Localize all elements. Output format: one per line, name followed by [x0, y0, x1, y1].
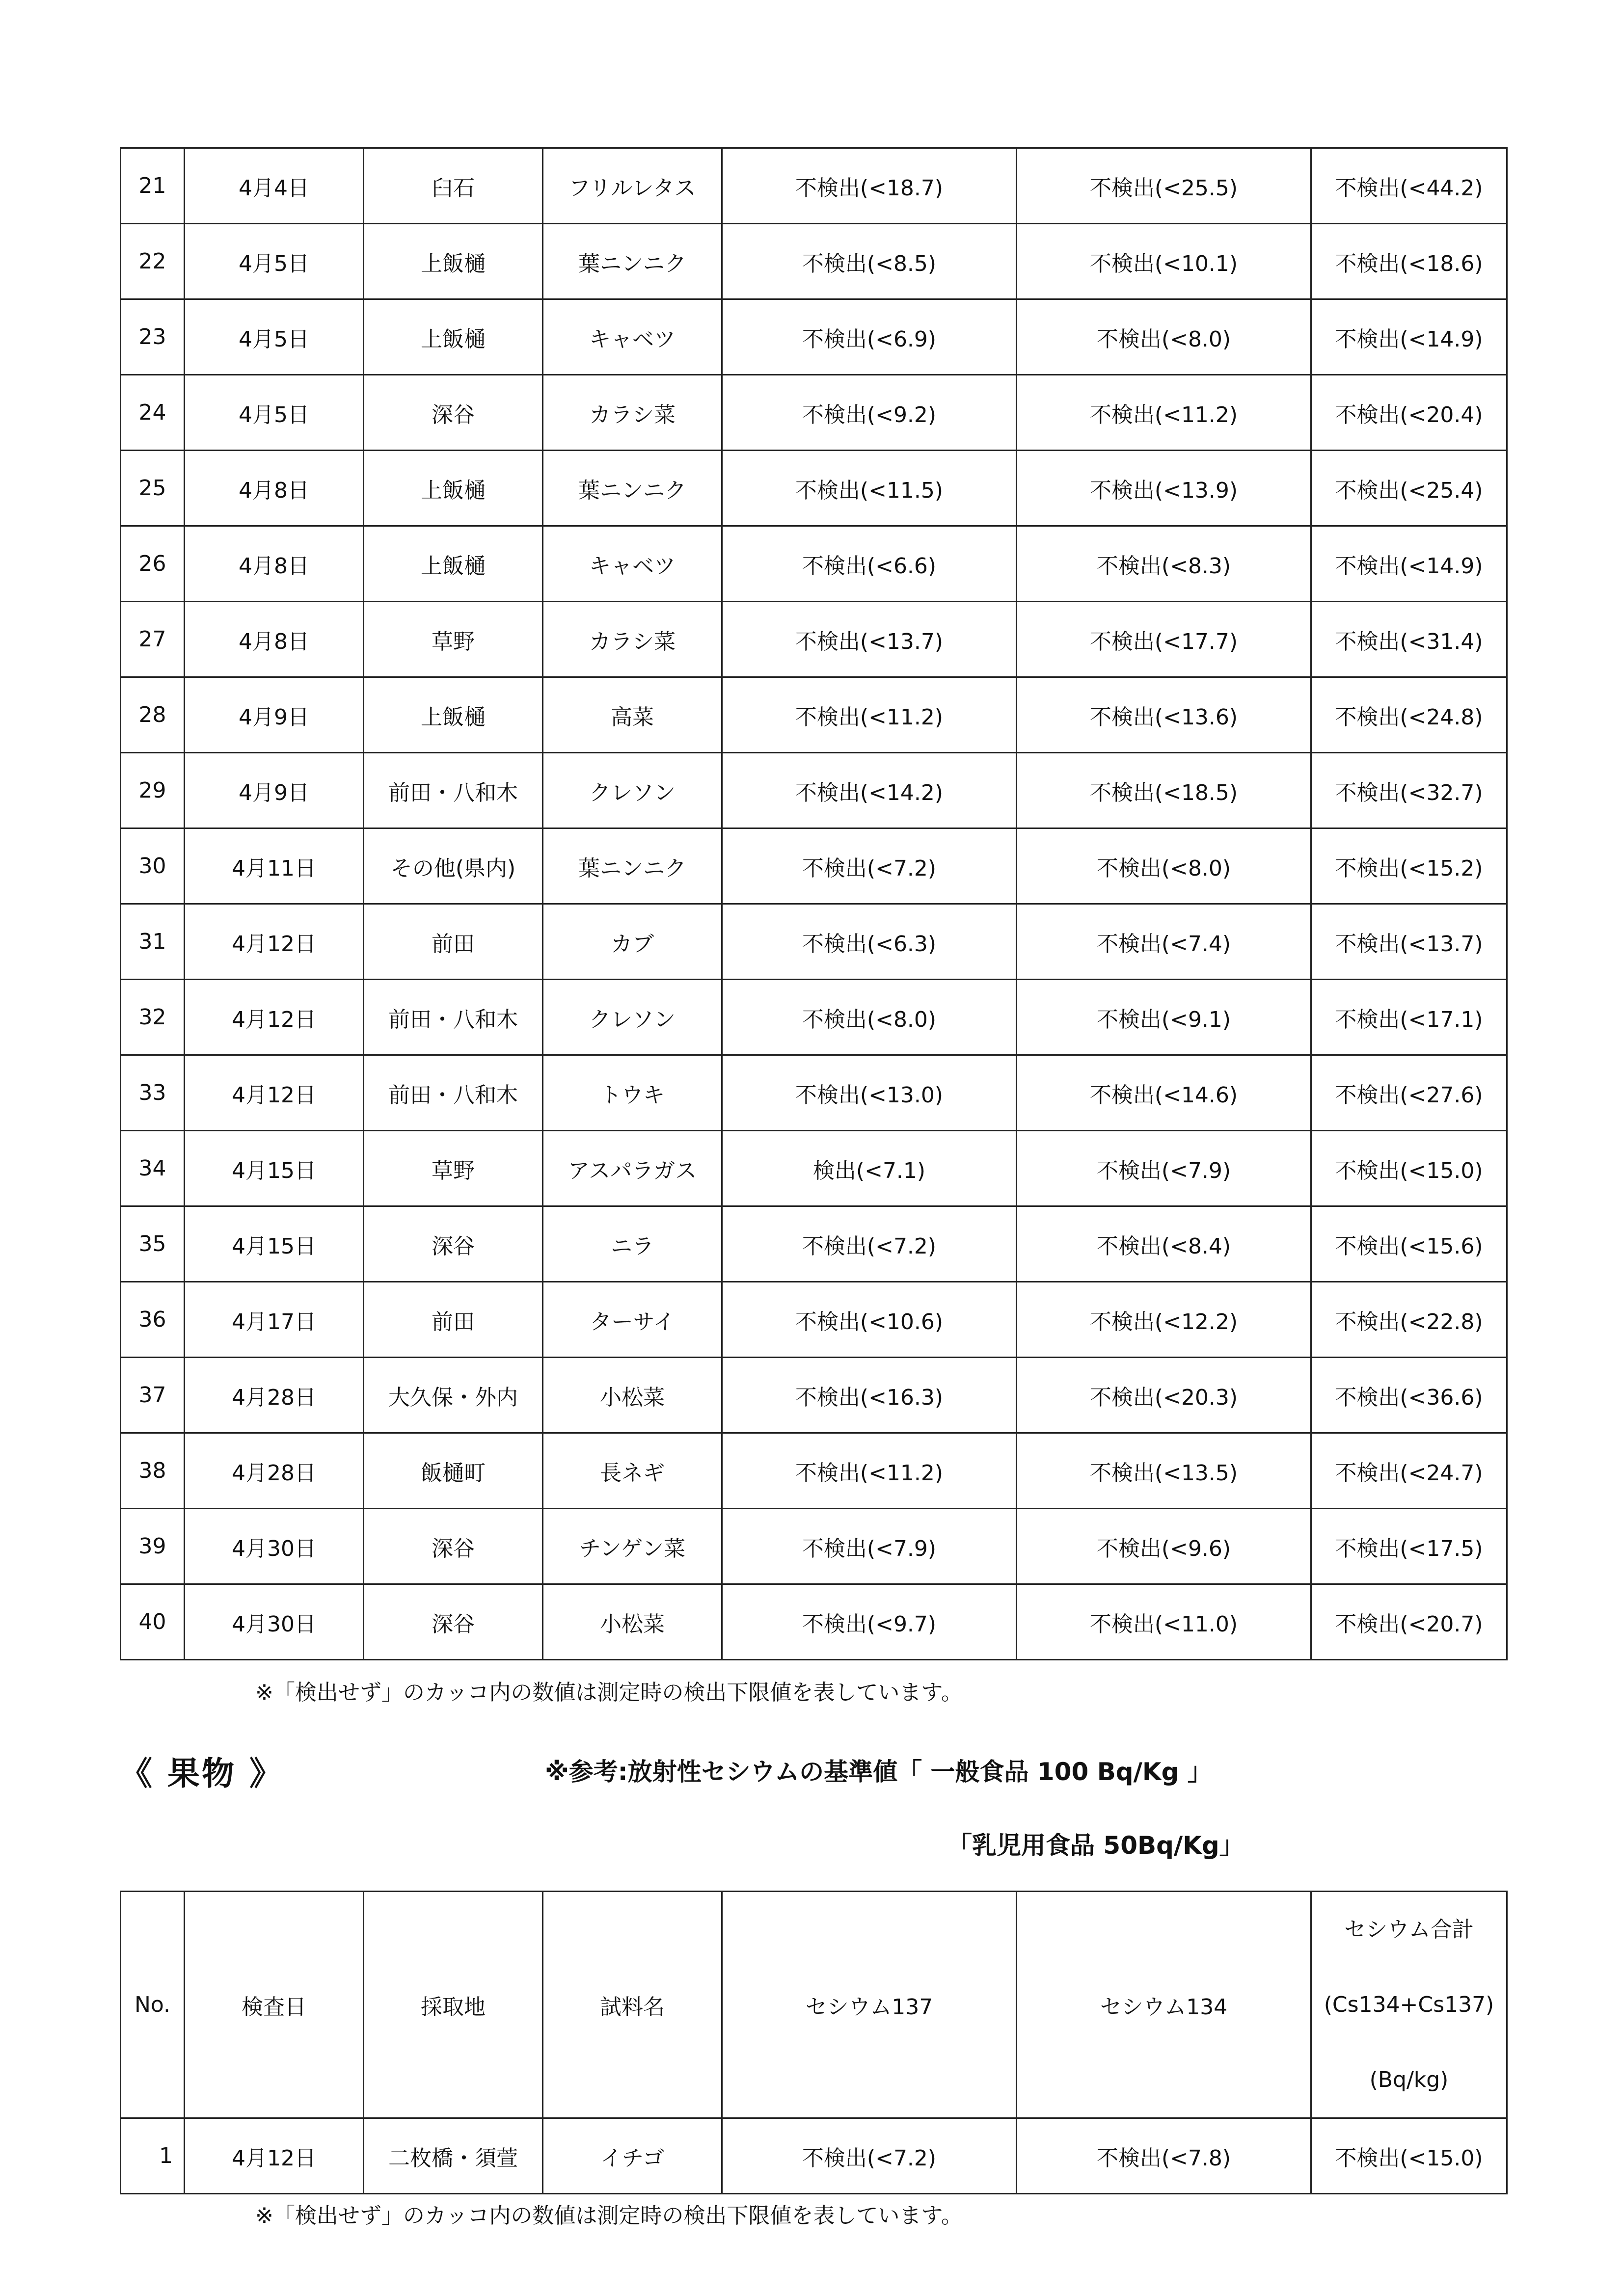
header-total-line1: セシウム合計 — [1344, 1917, 1474, 1942]
cell-total: 不検出(<27.6) — [1311, 1055, 1507, 1131]
cell-sample: イチゴ — [543, 2118, 722, 2194]
table-row — [121, 148, 1507, 224]
cell-cs137: 不検出(<16.3) — [722, 1358, 1017, 1433]
cell-total: 不検出(<15.6) — [1311, 1206, 1507, 1282]
cell-sample: 葉ニンニク — [543, 451, 722, 526]
fruit-table-body — [121, 1892, 1507, 2194]
cell-no: 1 — [121, 2118, 185, 2194]
cell-place: 草野 — [364, 602, 543, 677]
cell-cs134: 不検出(<20.3) — [1017, 1358, 1311, 1433]
cell-no: 30 — [121, 828, 185, 904]
cell-cs137: 不検出(<9.2) — [722, 375, 1017, 451]
table-row — [121, 904, 1507, 980]
table-row — [121, 375, 1507, 451]
cell-cs137: 不検出(<10.6) — [722, 1282, 1017, 1358]
cell-place: 前田・八和木 — [364, 980, 543, 1055]
cell-total: 不検出(<20.4) — [1311, 375, 1507, 451]
cell-no: 31 — [121, 904, 185, 980]
cell-sample: クレソン — [543, 753, 722, 828]
header-total-line2: (Cs134+Cs137) — [1324, 1992, 1494, 2017]
cell-no: 25 — [121, 451, 185, 526]
cell-cs134: 不検出(<7.9) — [1017, 1131, 1311, 1206]
cell-total: 不検出(<24.8) — [1311, 677, 1507, 753]
cell-total: 不検出(<14.9) — [1311, 299, 1507, 375]
table-row — [121, 1282, 1507, 1358]
header-sample: 試料名 — [543, 1892, 722, 2118]
cell-sample: 小松菜 — [543, 1358, 722, 1433]
cell-place: 上飯樋 — [364, 677, 543, 753]
cell-total: 不検出(<44.2) — [1311, 148, 1507, 224]
header-cs134: セシウム134 — [1017, 1892, 1311, 2118]
cell-place: 飯樋町 — [364, 1433, 543, 1509]
cell-cs137: 不検出(<6.6) — [722, 526, 1017, 602]
table-row — [121, 526, 1507, 602]
cell-place: 深谷 — [364, 1509, 543, 1584]
cell-date: 4月28日 — [185, 1433, 364, 1509]
cell-no: 28 — [121, 677, 185, 753]
cell-cs134: 不検出(<11.0) — [1017, 1584, 1311, 1660]
cell-date: 4月12日 — [185, 1055, 364, 1131]
cell-date: 4月30日 — [185, 1509, 364, 1584]
cell-no: 39 — [121, 1509, 185, 1584]
header-no: No. — [121, 1892, 185, 2118]
cell-sample: キャベツ — [543, 526, 722, 602]
cell-sample: チンゲン菜 — [543, 1509, 722, 1584]
fruit-results-table — [120, 1891, 1508, 2194]
cell-place: 深谷 — [364, 1206, 543, 1282]
cell-date: 4月5日 — [185, 224, 364, 299]
cell-place: 上飯樋 — [364, 224, 543, 299]
cell-total: 不検出(<24.7) — [1311, 1433, 1507, 1509]
cell-no: 38 — [121, 1433, 185, 1509]
cell-no: 40 — [121, 1584, 185, 1660]
cell-total: 不検出(<14.9) — [1311, 526, 1507, 602]
cell-total: 不検出(<17.5) — [1311, 1509, 1507, 1584]
cell-total: 不検出(<25.4) — [1311, 451, 1507, 526]
cell-cs134: 不検出(<12.2) — [1017, 1282, 1311, 1358]
vegetable-results-table — [120, 147, 1508, 1660]
cell-date: 4月8日 — [185, 451, 364, 526]
cell-sample: トウキ — [543, 1055, 722, 1131]
infant-food-standard-reference: 「乳児用食品 50Bq/Kg」 — [947, 1831, 1244, 1860]
cell-no: 22 — [121, 224, 185, 299]
table-row — [121, 753, 1507, 828]
table-row — [121, 1131, 1507, 1206]
cell-place: 深谷 — [364, 375, 543, 451]
cell-cs137: 不検出(<8.5) — [722, 224, 1017, 299]
table-row — [121, 451, 1507, 526]
cell-place: 上飯樋 — [364, 451, 543, 526]
cell-cs134: 不検出(<25.5) — [1017, 148, 1311, 224]
cell-cs137: 不検出(<9.7) — [722, 1584, 1017, 1660]
table-row — [121, 980, 1507, 1055]
header-place: 採取地 — [364, 1892, 543, 2118]
cell-place: 大久保・外内 — [364, 1358, 543, 1433]
header-total — [1311, 1892, 1507, 2118]
cell-no: 26 — [121, 526, 185, 602]
cell-total: 不検出(<15.0) — [1311, 1131, 1507, 1206]
table-row — [121, 677, 1507, 753]
cell-total: 不検出(<22.8) — [1311, 1282, 1507, 1358]
table-row — [121, 224, 1507, 299]
header-total-line3: (Bq/kg) — [1369, 2067, 1449, 2092]
cell-place: 前田 — [364, 1282, 543, 1358]
cell-date: 4月8日 — [185, 526, 364, 602]
cell-cs134: 不検出(<10.1) — [1017, 224, 1311, 299]
cell-no: 33 — [121, 1055, 185, 1131]
cell-date: 4月30日 — [185, 1584, 364, 1660]
table-row — [121, 1358, 1507, 1433]
cell-date: 4月4日 — [185, 148, 364, 224]
cell-cs134: 不検出(<9.1) — [1017, 980, 1311, 1055]
cell-cs134: 不検出(<8.0) — [1017, 828, 1311, 904]
cell-total: 不検出(<17.1) — [1311, 980, 1507, 1055]
cell-date: 4月5日 — [185, 375, 364, 451]
cell-no: 37 — [121, 1358, 185, 1433]
cell-cs134: 不検出(<14.6) — [1017, 1055, 1311, 1131]
cell-cs137: 不検出(<7.2) — [722, 1206, 1017, 1282]
cell-cs137: 不検出(<13.0) — [722, 1055, 1017, 1131]
cell-date: 4月15日 — [185, 1131, 364, 1206]
cell-sample: カラシ菜 — [543, 375, 722, 451]
cell-sample: クレソン — [543, 980, 722, 1055]
cell-sample: アスパラガス — [543, 1131, 722, 1206]
cell-total: 不検出(<31.4) — [1311, 602, 1507, 677]
cell-place: 前田・八和木 — [364, 1055, 543, 1131]
table-row — [121, 299, 1507, 375]
cell-date: 4月9日 — [185, 753, 364, 828]
cell-date: 4月12日 — [185, 2118, 364, 2194]
cell-place: 二枚橋・須萱 — [364, 2118, 543, 2194]
cell-no: 32 — [121, 980, 185, 1055]
cell-sample: カブ — [543, 904, 722, 980]
cell-total: 不検出(<15.2) — [1311, 828, 1507, 904]
fruit-table-header-row — [121, 1892, 1507, 2118]
cell-total: 不検出(<36.6) — [1311, 1358, 1507, 1433]
cell-no: 24 — [121, 375, 185, 451]
cell-cs134: 不検出(<17.7) — [1017, 602, 1311, 677]
cell-date: 4月12日 — [185, 980, 364, 1055]
cell-cs137: 検出(<7.1) — [722, 1131, 1017, 1206]
cell-no: 29 — [121, 753, 185, 828]
cell-cs137: 不検出(<11.2) — [722, 1433, 1017, 1509]
table-row — [121, 828, 1507, 904]
cell-no: 36 — [121, 1282, 185, 1358]
cell-sample: ターサイ — [543, 1282, 722, 1358]
cell-cs134: 不検出(<13.5) — [1017, 1433, 1311, 1509]
cell-cs137: 不検出(<11.2) — [722, 677, 1017, 753]
cell-cs134: 不検出(<13.9) — [1017, 451, 1311, 526]
cell-cs137: 不検出(<6.9) — [722, 299, 1017, 375]
cell-place: その他(県内) — [364, 828, 543, 904]
cell-total: 不検出(<32.7) — [1311, 753, 1507, 828]
cell-cs137: 不検出(<7.2) — [722, 2118, 1017, 2194]
cell-no: 27 — [121, 602, 185, 677]
table-row — [121, 1509, 1507, 1584]
cell-cs137: 不検出(<6.3) — [722, 904, 1017, 980]
cell-sample: カラシ菜 — [543, 602, 722, 677]
vegetable-table-body — [121, 148, 1507, 1660]
cell-place: 草野 — [364, 1131, 543, 1206]
cell-cs137: 不検出(<8.0) — [722, 980, 1017, 1055]
cell-date: 4月8日 — [185, 602, 364, 677]
cell-date: 4月15日 — [185, 1206, 364, 1282]
cell-place: 臼石 — [364, 148, 543, 224]
table-row — [121, 1055, 1507, 1131]
header-cs137: セシウム137 — [722, 1892, 1017, 2118]
cell-date: 4月17日 — [185, 1282, 364, 1358]
cell-sample: 葉ニンニク — [543, 224, 722, 299]
cell-cs134: 不検出(<18.5) — [1017, 753, 1311, 828]
cell-sample: 小松菜 — [543, 1584, 722, 1660]
cell-sample: 高菜 — [543, 677, 722, 753]
table-row — [121, 1433, 1507, 1509]
detection-limit-note-fruit: ※「検出せず」のカッコ内の数値は測定時の検出下限値を表しています。 — [255, 2203, 963, 2228]
cell-cs137: 不検出(<11.5) — [722, 451, 1017, 526]
cell-place: 前田・八和木 — [364, 753, 543, 828]
detection-limit-note: ※「検出せず」のカッコ内の数値は測定時の検出下限値を表しています。 — [255, 1680, 963, 1705]
cell-sample: 葉ニンニク — [543, 828, 722, 904]
table-row — [121, 1584, 1507, 1660]
cell-no: 23 — [121, 299, 185, 375]
cell-no: 21 — [121, 148, 185, 224]
table-row — [121, 602, 1507, 677]
cell-total: 不検出(<18.6) — [1311, 224, 1507, 299]
cell-cs134: 不検出(<11.2) — [1017, 375, 1311, 451]
cesium-standard-reference: ※参考:放射性セシウムの基準値「 一般食品 100 Bq/Kg 」 — [545, 1758, 1212, 1786]
cell-total: 不検出(<15.0) — [1311, 2118, 1507, 2194]
cell-sample: 長ネギ — [543, 1433, 722, 1509]
cell-place: 前田 — [364, 904, 543, 980]
cell-place: 深谷 — [364, 1584, 543, 1660]
cell-cs134: 不検出(<7.4) — [1017, 904, 1311, 980]
table-row — [121, 1206, 1507, 1282]
cell-date: 4月9日 — [185, 677, 364, 753]
cell-cs134: 不検出(<9.6) — [1017, 1509, 1311, 1584]
table-row — [121, 2118, 1507, 2194]
cell-cs134: 不検出(<7.8) — [1017, 2118, 1311, 2194]
cell-cs137: 不検出(<18.7) — [722, 148, 1017, 224]
cell-total: 不検出(<13.7) — [1311, 904, 1507, 980]
cell-cs137: 不検出(<14.2) — [722, 753, 1017, 828]
cell-cs134: 不検出(<13.6) — [1017, 677, 1311, 753]
cell-date: 4月11日 — [185, 828, 364, 904]
cell-cs137: 不検出(<7.9) — [722, 1509, 1017, 1584]
cell-date: 4月12日 — [185, 904, 364, 980]
fruit-section-heading: 《 果物 》 — [120, 1755, 284, 1792]
cell-sample: キャベツ — [543, 299, 722, 375]
cell-cs134: 不検出(<8.4) — [1017, 1206, 1311, 1282]
cell-no: 34 — [121, 1131, 185, 1206]
cell-date: 4月28日 — [185, 1358, 364, 1433]
cell-total: 不検出(<20.7) — [1311, 1584, 1507, 1660]
cell-cs137: 不検出(<7.2) — [722, 828, 1017, 904]
cell-cs134: 不検出(<8.3) — [1017, 526, 1311, 602]
header-date: 検査日 — [185, 1892, 364, 2118]
cell-cs134: 不検出(<8.0) — [1017, 299, 1311, 375]
cell-place: 上飯樋 — [364, 299, 543, 375]
cell-sample: ニラ — [543, 1206, 722, 1282]
cell-place: 上飯樋 — [364, 526, 543, 602]
cell-date: 4月5日 — [185, 299, 364, 375]
cell-cs137: 不検出(<13.7) — [722, 602, 1017, 677]
cell-no: 35 — [121, 1206, 185, 1282]
cell-sample: フリルレタス — [543, 148, 722, 224]
